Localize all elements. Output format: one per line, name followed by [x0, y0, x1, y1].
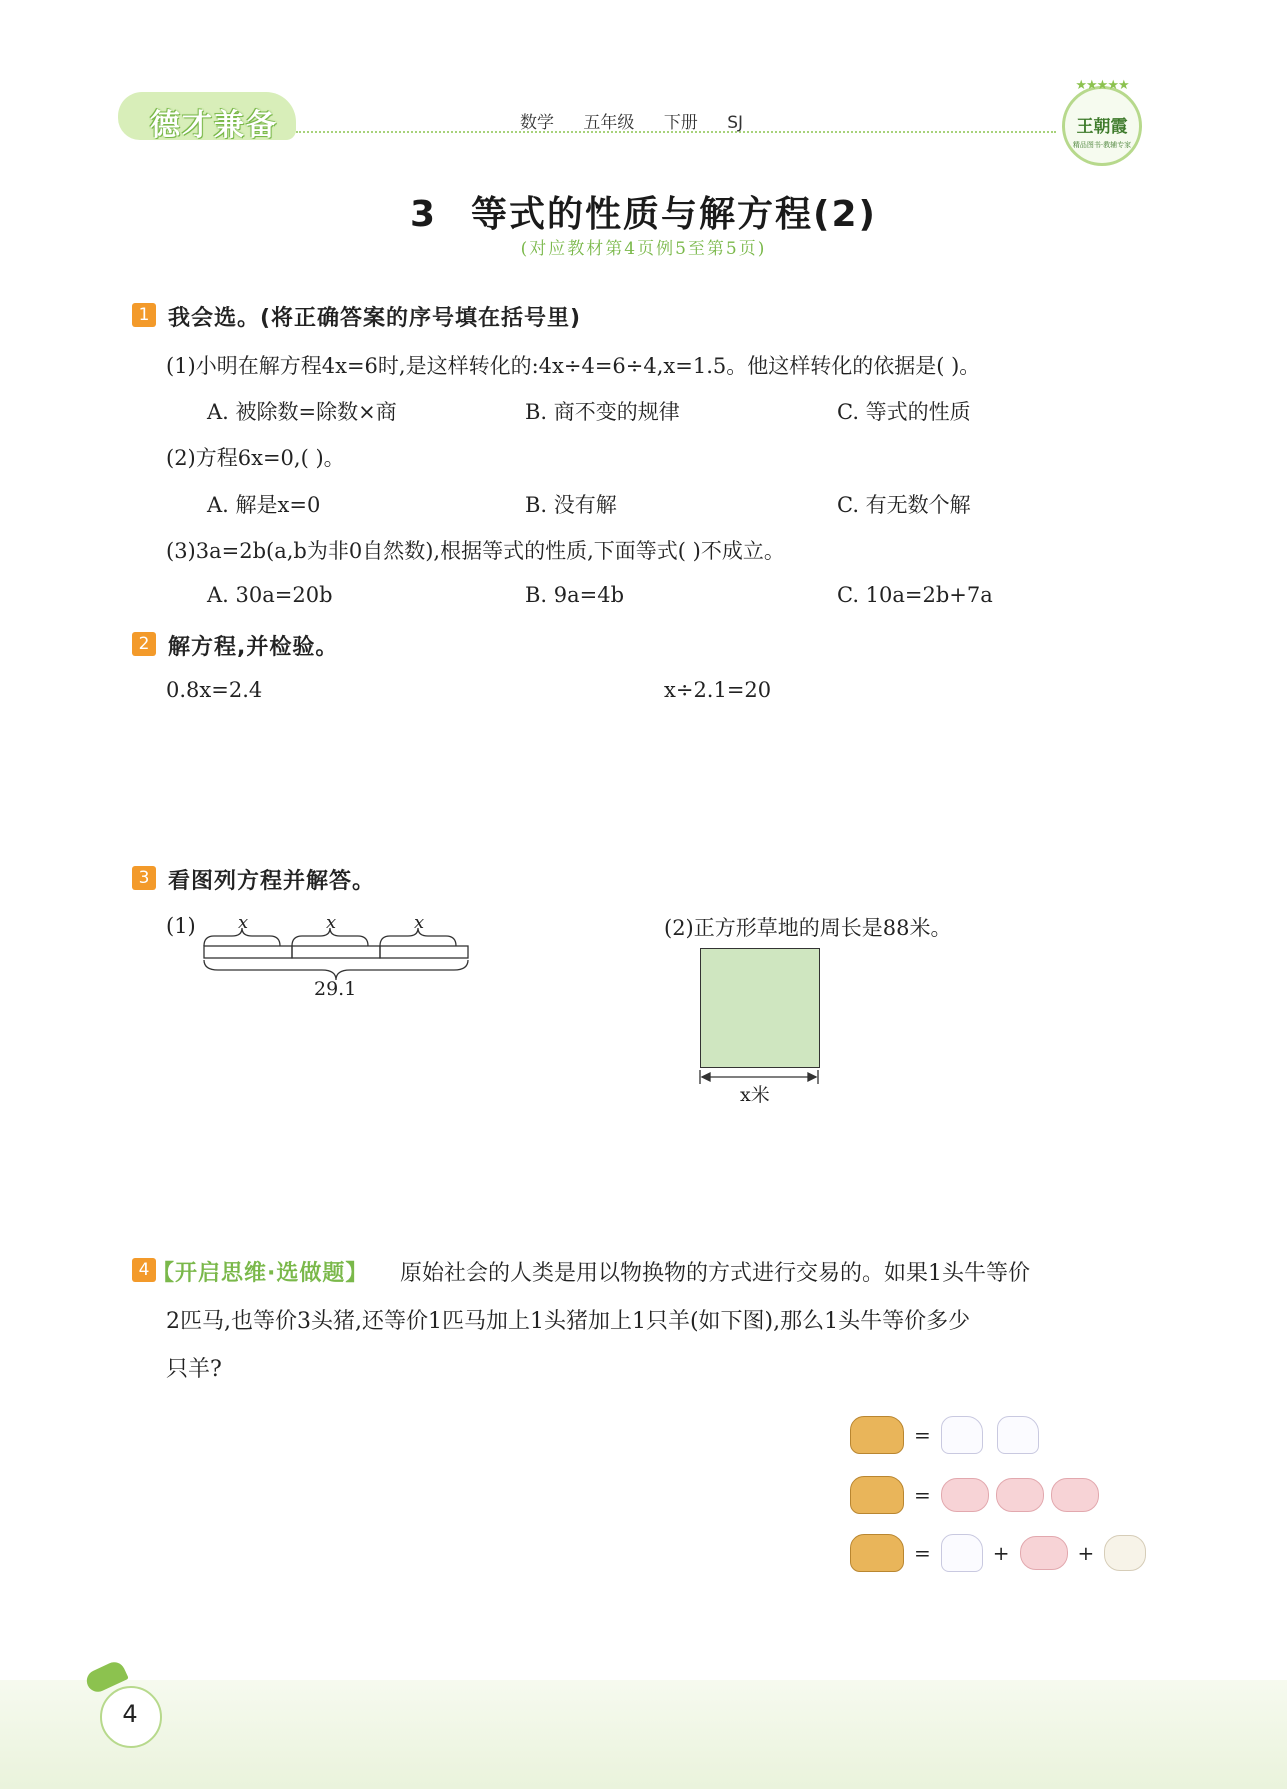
seal-text: 王朝霞 [1076, 117, 1128, 137]
segment-3-label: x [414, 912, 425, 933]
pig-icon [996, 1478, 1044, 1512]
horse-icon [941, 1416, 983, 1454]
header-grade: 五年级 [583, 113, 635, 133]
seal-subtext: 精品图书·教辅专家 [1072, 141, 1132, 149]
pig-icon [1051, 1478, 1099, 1512]
brace-bottom [204, 960, 468, 980]
header-volume: 下册 [663, 113, 698, 133]
plus-sign: + [1077, 1541, 1095, 1565]
q1-part2-option-b[interactable]: B. 没有解 [525, 493, 617, 517]
brand-logo: 德才兼备 [150, 108, 278, 143]
pig-icon [1020, 1536, 1068, 1570]
page-number: 4 [122, 1700, 138, 1728]
q1-part2-option-c[interactable]: C. 有无数个解 [837, 493, 971, 517]
header-edition: SJ [727, 113, 744, 133]
barter-row-1 [850, 1416, 1039, 1454]
side-length-label: x米 [740, 1084, 770, 1106]
q1-part3-option-b[interactable]: B. 9a=4b [525, 583, 625, 607]
question-2-badge: 2 [132, 632, 156, 656]
barter-row-3 [850, 1534, 1146, 1572]
equals-sign: = [914, 1483, 931, 1507]
plus-sign: + [992, 1541, 1010, 1565]
segment-3 [380, 946, 468, 958]
q4-text-line-3: 只羊? [166, 1357, 222, 1382]
q1-part2-stem: (2)方程6x=0,( )。 [166, 446, 345, 470]
question-3-heading: 看图列方程并解答。 [168, 869, 376, 894]
lesson-number: 3 [409, 194, 438, 235]
header-info [520, 108, 757, 133]
q1-part1-option-c[interactable]: C. 等式的性质 [837, 400, 971, 424]
header-subject: 数学 [520, 113, 554, 133]
cow-icon [850, 1416, 904, 1454]
q2-equation-1: 0.8x=2.4 [166, 678, 263, 702]
q3-part2-text: (2)正方形草地的周长是88米。 [664, 916, 952, 940]
question-1-heading: 我会选。(将正确答案的序号填在括号里) [168, 306, 582, 331]
segment-2-label: x [326, 912, 337, 933]
segment-1-label: x [238, 912, 249, 933]
segment-1 [204, 946, 292, 958]
horse-icon [941, 1534, 983, 1572]
question-2-heading: 解方程,并检验。 [168, 635, 339, 660]
question-1-badge: 1 [132, 303, 156, 327]
page-subtitle: (对应教材第4页例5至第5页) [520, 239, 767, 259]
q3-part1-label: (1) [166, 914, 196, 938]
sheep-icon [1104, 1535, 1146, 1571]
q4-text-line-1: 原始社会的人类是用以物换物的方式进行交易的。如果1头牛等价 [400, 1261, 1030, 1286]
barter-row-2 [850, 1476, 1099, 1514]
q1-part3-stem: (3)3a=2b(a,b为非0自然数),根据等式的性质,下面等式( )不成立。 [166, 539, 785, 563]
cow-icon [850, 1534, 904, 1572]
page-title [0, 186, 1287, 237]
q4-text-line-2: 2匹马,也等价3头猪,还等价1匹马加上1头猪加上1只羊(如下图),那么1头牛等价多少 [166, 1309, 971, 1334]
pig-icon [941, 1478, 989, 1512]
q1-part1-stem: (1)小明在解方程4x=6时,是这样转化的:4x÷4=6÷4,x=1.5。他这样转化的依据是( )。 [166, 354, 981, 378]
q1-part1-option-a[interactable]: A. 被除数=除数×商 [207, 400, 397, 424]
equals-sign: = [914, 1541, 931, 1565]
horse-icon [997, 1416, 1039, 1454]
segment-total-label: 29.1 [314, 978, 357, 1000]
q1-part3-option-c[interactable]: C. 10a=2b+7a [837, 583, 993, 607]
question-3-badge: 3 [132, 866, 156, 890]
segment-2 [292, 946, 380, 958]
square-lawn [700, 948, 820, 1068]
lesson-title: 等式的性质与解方程(2) [471, 194, 878, 235]
seal-stars-icon: ★★★★★ [1075, 78, 1129, 93]
q1-part2-option-a[interactable]: A. 解是x=0 [207, 493, 321, 517]
equals-sign: = [914, 1423, 931, 1447]
q2-equation-2: x÷2.1=20 [664, 678, 772, 702]
cow-icon [850, 1476, 904, 1514]
question-4-badge: 4 [132, 1258, 156, 1282]
question-4-tag: 【开启思维·选做题】 [152, 1261, 369, 1286]
q1-part1-option-b[interactable]: B. 商不变的规律 [525, 400, 680, 424]
q1-part3-option-a[interactable]: A. 30a=20b [207, 583, 333, 607]
footer-band [0, 1680, 1287, 1789]
